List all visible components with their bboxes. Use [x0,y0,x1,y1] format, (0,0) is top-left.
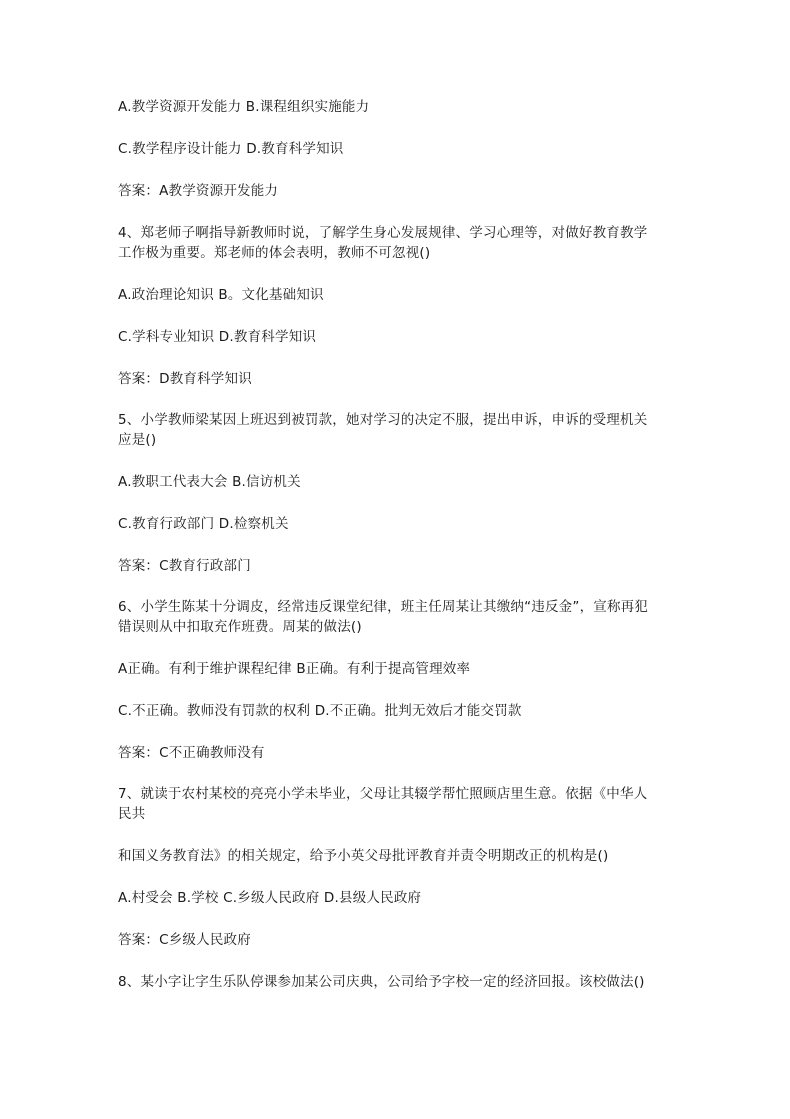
option-line: A正确。有利于维护课程纪律 B正确。有利于提高管理效率 [118,661,471,677]
question-text: 8、某小字让字生乐队停课参加某公司庆典，公司给予字校一定的经济回报。该校做法() [118,974,645,990]
answer-line: 答案：D教育科学知识 [118,371,252,387]
option-line: A.政治理论知识 B。文化基础知识 [118,287,324,303]
answer-line: 答案：C教育行政部门 [118,558,251,574]
question-text: 4、郑老师子啊指导新教师时说，了解学生身心发展规律、学习心理等，对做好教育教学 [118,225,648,241]
option-line: A.教学资源开发能力 B.课程组织实施能力 [118,99,370,115]
answer-line: 答案：C乡级人民政府 [118,932,251,948]
answer-line: 答案：C不正确教师没有 [118,745,265,761]
question-text: 5、小学教师梁某因上班迟到被罚款，她对学习的决定不服，提出申诉，申诉的受理机关 [118,412,648,428]
option-line: A.村受会 B.学校 C.乡级人民政府 D.县级人民政府 [118,890,422,906]
option-line: C.教学程序设计能力 D.教育科学知识 [118,141,344,157]
question-text: 6、小学生陈某十分调皮，经常违反课堂纪律，班主任周某让其缴纳“违反金”，宣称再犯 [118,599,649,615]
question-text: 错误则从中扣取充作班费。周某的做法() [118,619,362,635]
question-text: 和国义务教育法》的相关规定，给予小英父母批评教育并责令明期改正的机构是() [118,848,609,864]
question-text: 7、就读于农村某校的亮亮小学未毕业，父母让其辍学帮忙照顾店里生意。依据《中华人 [118,786,648,802]
option-line: C.教育行政部门 D.检察机关 [118,516,289,532]
option-line: A.教职工代表大会 B.信访机关 [118,474,301,490]
question-text: 民共 [118,806,146,822]
option-line: C.学科专业知识 D.教育科学知识 [118,329,317,345]
question-text: 工作极为重要。郑老师的体会表明，教师不可忽视() [118,245,431,261]
question-text: 应是() [118,432,157,448]
answer-line: 答案：A教学资源开发能力 [118,183,279,199]
option-line: C.不正确。教师没有罚款的权利 D.不正确。批判无效后才能交罚款 [118,703,522,719]
